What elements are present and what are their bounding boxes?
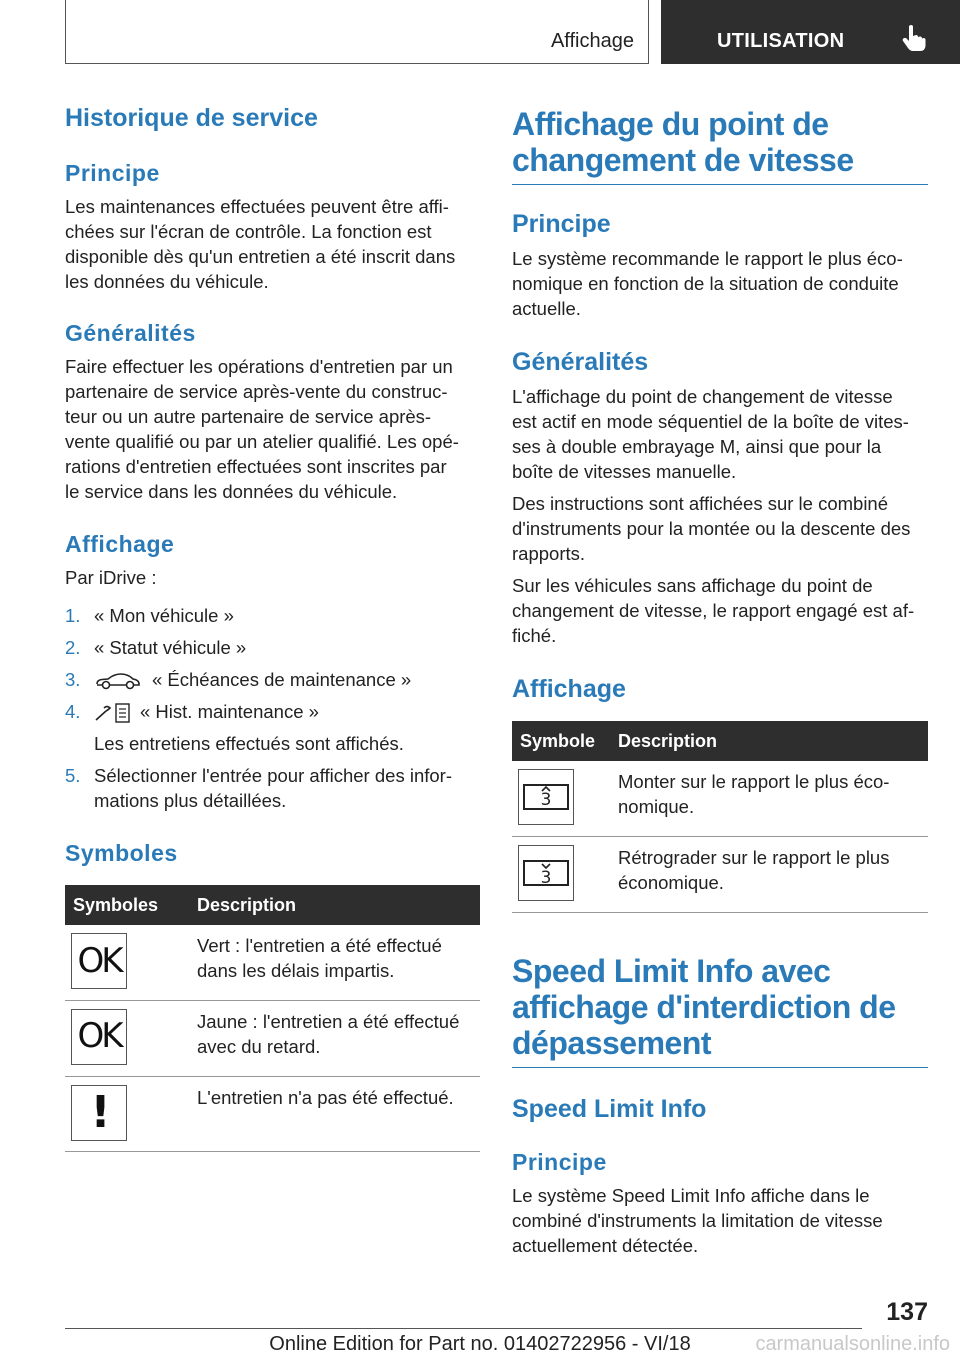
table-row [512,761,928,836]
description-cell [189,925,480,1000]
text-line: nomique. [618,796,695,817]
step-text: « Statut véhicule » [94,637,247,658]
text-line: le service dans les données du véhicule. [65,481,398,502]
text-line: d'instruments pour la montée ou la descente des [512,518,911,539]
generalites-paragraph [65,354,480,504]
gear-table [512,721,928,913]
text-line: Vert : l'entretien a été effectué [197,935,442,956]
step-text: « Mon véhicule » [94,605,234,626]
symbol-cell [65,1076,189,1151]
text-line: Jaune : l'entretien a été effectué [197,1010,460,1032]
text-line: Rétrograder sur le rapport le plus [618,846,890,868]
text-line: Le système Speed Limit Info affiche dans le [512,1185,870,1206]
header-section-box [65,0,649,64]
heading-affichage: Affichage [512,675,626,703]
text-line: teur ou un autre partenaire de service après- [65,406,432,427]
gear-table-wrap [512,721,928,913]
list-item [65,603,480,628]
text-line: dans les délais impartis. [197,960,395,981]
step-number: 4. [65,701,81,722]
ok-yellow-icon: OK [71,1009,127,1065]
heading-affichage: Affichage [65,531,175,557]
step-number: 1. [65,605,81,626]
symbols-table [65,885,480,1152]
title-line: changement de vitesse [512,142,854,178]
text-line: chées sur l'écran de contrôle. La fonction est [65,221,432,242]
speed-limit-paragraph [512,1183,928,1258]
text-line: fiché. [512,625,557,646]
text-line: L'entretien n'a pas été effectué. [197,1086,454,1108]
header-chapter-label: UTILISATION [717,30,845,52]
text-line: Le système recommande le rapport le plus éco‐ [512,248,903,269]
description-cell [189,1000,480,1076]
list-item [65,699,480,756]
section-title-speed-limit [512,953,928,1068]
heading-generalites: Généralités [65,320,196,346]
text-line: est actif en mode séquentiel de la boîte de vites‐ [512,411,909,432]
description-cell [610,761,928,836]
col-header-description: Description [189,885,480,925]
downshift-gear-number: 3 [540,867,552,886]
text-line: partenaire de service après-vente du construc‐ [65,381,448,402]
generalites-paragraph-3 [512,573,928,648]
text-line: rapports. [512,543,586,564]
header-section-label: Affichage [550,30,634,52]
heading-generalites: Généralités [512,348,649,376]
text-line: Sur les véhicules sans affichage du point de [512,575,873,596]
table-header-row [512,721,928,761]
page-number: 137 [886,1298,928,1326]
text-line: combiné d'instruments la limitation de vitesse [512,1210,883,1231]
step-text: « Échéances de maintenance » [152,669,412,690]
step-text: « Hist. maintenance » [140,701,319,722]
text-line: économique. [618,871,724,893]
text-line: Monter sur le rapport le plus éco‐ [618,771,890,792]
hand-pointer-icon [901,24,927,52]
generalites-paragraph-1 [512,384,928,484]
par-idrive-text: Par iDrive : [65,567,157,588]
table-row [512,836,928,912]
upshift-gear-number: 3 [540,790,552,810]
heading-principe: Principe [512,210,611,238]
step-number: 3. [65,669,81,690]
symbol-cell [512,836,610,912]
symbol-cell [65,1000,189,1076]
watermark-text: carmanualsonline.info [755,1333,950,1355]
service-history-icon [94,702,132,724]
description-cell [610,836,928,912]
title-line: dépassement [512,1025,712,1061]
header-chapter-box [661,0,960,64]
step-number: 5. [65,765,81,787]
heading-principe-speed: Principe [512,1149,607,1175]
generalites-paragraph-2 [512,491,928,566]
symbol-cell [65,925,189,1000]
list-item [65,667,480,692]
col-header-symboles: Symboles [65,885,189,925]
text-line: vente qualifié ou par un atelier qualifié. Les opé‐ [65,431,459,452]
step-number: 2. [65,637,81,658]
text-line: L'affichage du point de changement de vitesse [512,386,893,407]
exclamation-icon: ! [71,1085,127,1141]
heading-principe: Principe [65,160,160,186]
upshift-icon [518,769,574,825]
symbol-cell [512,761,610,836]
text-line: Des instructions sont affichées sur le combiné [512,493,889,514]
downshift-icon [518,845,574,901]
idrive-steps-list [65,603,480,820]
description-cell [189,1076,480,1151]
text-line: changement de vitesse, le rapport engagé est af‐ [512,600,915,621]
text-line: Les maintenances effectuées peuvent être affi‐ [65,196,449,217]
text-line: avec du retard. [197,1035,321,1057]
edition-text: Online Edition for Part no. 01402722956 - VI/18 [269,1333,691,1355]
text-line: disponible dès qu'un entretien a été inscrit dans [65,246,456,267]
step-text-continued: mations plus détaillées. [94,790,287,812]
table-row [65,925,480,1000]
text-line: les données du véhicule. [65,271,269,292]
table-row [65,1000,480,1076]
heading-speed-limit-info: Speed Limit Info [512,1095,707,1123]
list-item [65,763,480,813]
col-header-description: Description [610,721,928,761]
step-subtext: Les entretiens effectués sont affichés. [94,733,404,755]
text-line: boîte de vitesses manuelle. [512,461,737,482]
principe-paragraph [65,194,480,294]
title-line: affichage d'interdiction de [512,989,896,1025]
col-header-symbole: Symbole [512,721,610,761]
section-title-point-changement [512,106,928,185]
text-line: actuelle. [512,298,581,319]
list-item [65,635,480,660]
text-line: rations d'entretien effectuées sont inscrites par [65,456,447,477]
text-line: nomique en fonction de la situation de conduite [512,273,899,294]
text-line: ses à double embrayage M, ainsi que pour la [512,436,882,457]
table-header-row [65,885,480,925]
title-line: Affichage du point de [512,106,829,142]
ok-green-icon: OK [71,933,127,989]
table-row [65,1076,480,1151]
step-text: Sélectionner l'entrée pour afficher des infor‐ [94,765,452,787]
heading-symboles: Symboles [65,840,178,866]
text-line: Faire effectuer les opérations d'entretien par un [65,356,453,377]
car-icon [94,672,142,690]
symbols-table-wrap [65,885,480,1152]
footer-divider [65,1328,862,1329]
title-line: Speed Limit Info avec [512,953,831,989]
text-line: actuellement détectée. [512,1235,699,1256]
section-title-historique: Historique de service [65,104,318,132]
principe-paragraph [512,246,928,321]
